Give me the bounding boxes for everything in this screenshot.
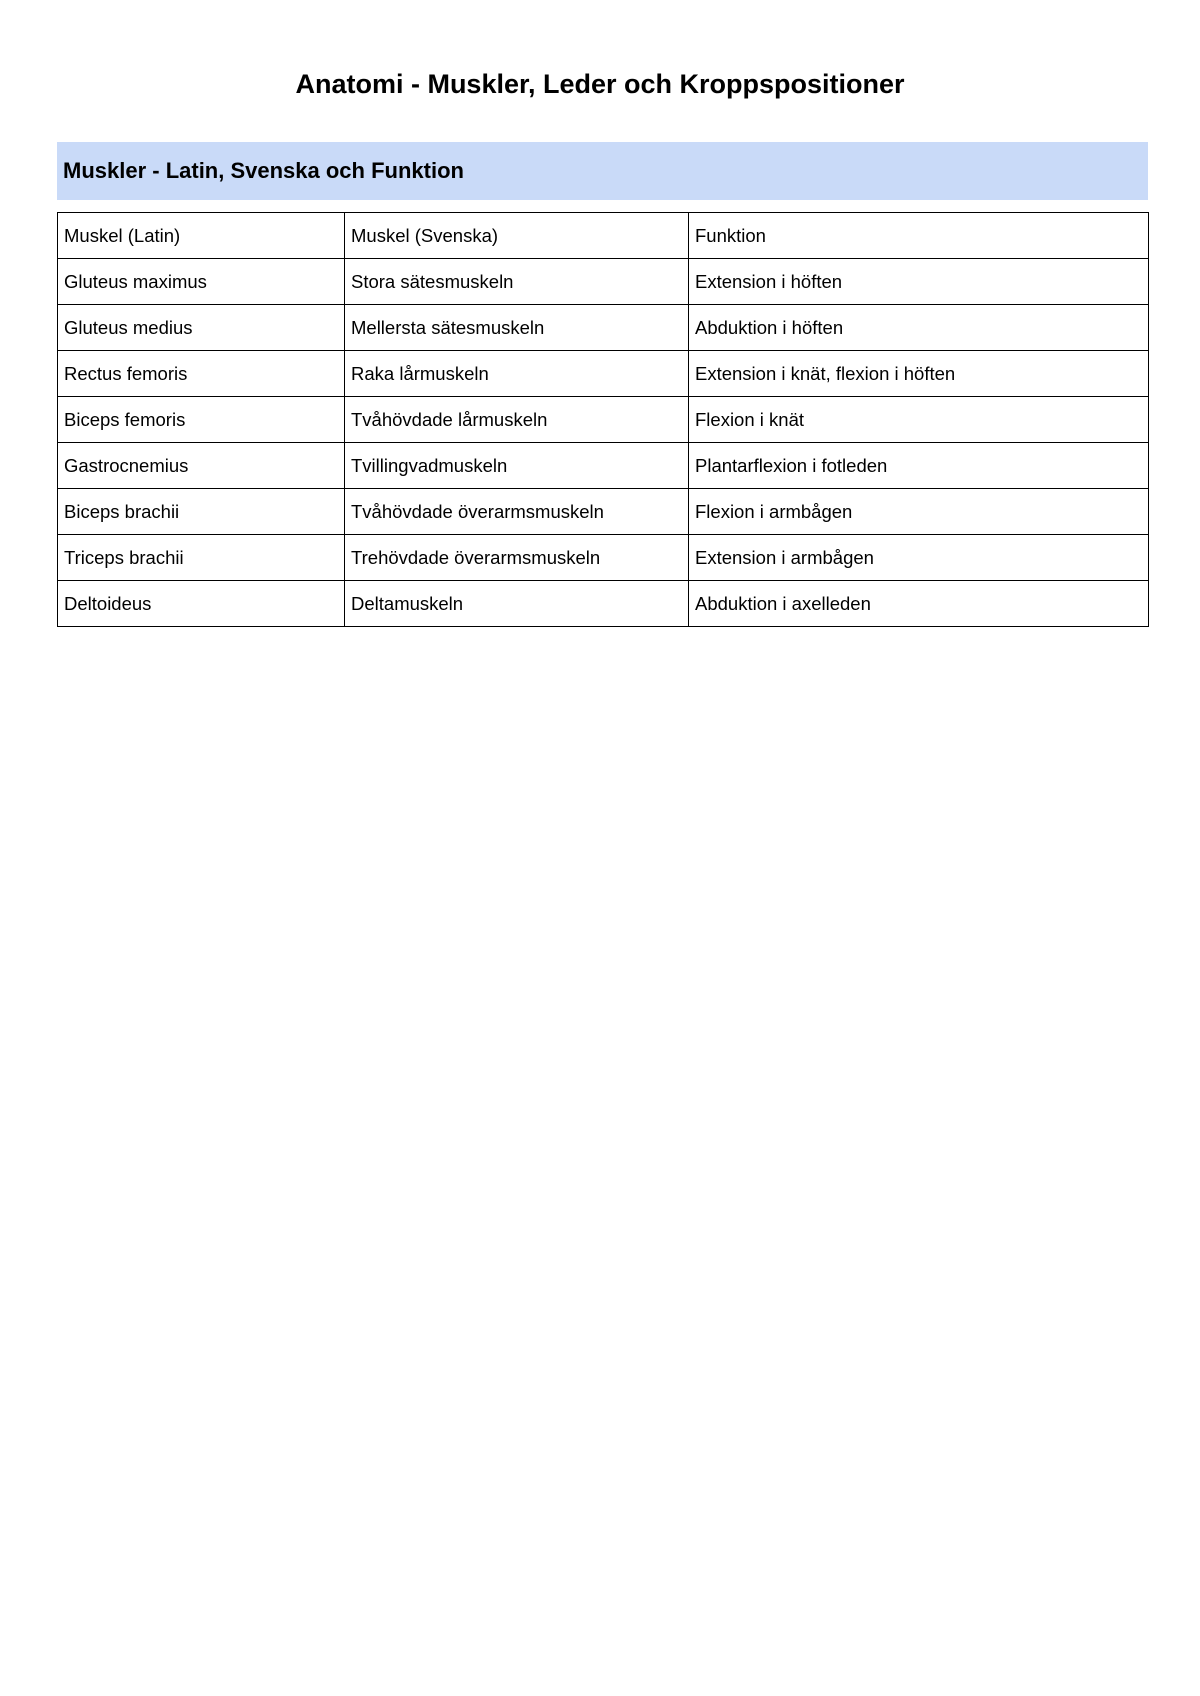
header-cell-funktion: Funktion — [689, 213, 1149, 259]
cell-svenska: Trehövdade överarmsmuskeln — [345, 535, 689, 581]
table-row — [58, 305, 1149, 351]
cell-latin: Biceps brachii — [58, 489, 345, 535]
cell-latin: Biceps femoris — [58, 397, 345, 443]
cell-latin: Gluteus maximus — [58, 259, 345, 305]
table-row — [58, 259, 1149, 305]
header-cell-svenska: Muskel (Svenska) — [345, 213, 689, 259]
table-row — [58, 489, 1149, 535]
cell-funktion: Flexion i armbågen — [689, 489, 1149, 535]
muscle-table — [57, 212, 1149, 627]
cell-latin: Gastrocnemius — [58, 443, 345, 489]
section-heading-band — [57, 142, 1148, 200]
cell-latin: Gluteus medius — [58, 305, 345, 351]
cell-svenska: Tvillingvadmuskeln — [345, 443, 689, 489]
cell-svenska: Tvåhövdade överarmsmuskeln — [345, 489, 689, 535]
cell-latin: Rectus femoris — [58, 351, 345, 397]
cell-svenska: Deltamuskeln — [345, 581, 689, 627]
cell-svenska: Stora sätesmuskeln — [345, 259, 689, 305]
cell-latin: Deltoideus — [58, 581, 345, 627]
table-row — [58, 351, 1149, 397]
cell-funktion: Extension i knät, flexion i höften — [689, 351, 1149, 397]
cell-funktion: Extension i höften — [689, 259, 1149, 305]
table-row — [58, 397, 1149, 443]
cell-latin: Triceps brachii — [58, 535, 345, 581]
table-header-row — [58, 213, 1149, 259]
cell-funktion: Extension i armbågen — [689, 535, 1149, 581]
table-row — [58, 443, 1149, 489]
cell-funktion: Flexion i knät — [689, 397, 1149, 443]
table-row — [58, 581, 1149, 627]
section-heading: Muskler - Latin, Svenska och Funktion — [63, 158, 464, 183]
table-row — [58, 535, 1149, 581]
cell-svenska: Mellersta sätesmuskeln — [345, 305, 689, 351]
header-cell-latin: Muskel (Latin) — [58, 213, 345, 259]
cell-funktion: Abduktion i höften — [689, 305, 1149, 351]
cell-svenska: Raka lårmuskeln — [345, 351, 689, 397]
cell-funktion: Plantarflexion i fotleden — [689, 443, 1149, 489]
cell-funktion: Abduktion i axelleden — [689, 581, 1149, 627]
cell-svenska: Tvåhövdade lårmuskeln — [345, 397, 689, 443]
document-title: Anatomi - Muskler, Leder och Kroppspositioner — [295, 69, 905, 99]
